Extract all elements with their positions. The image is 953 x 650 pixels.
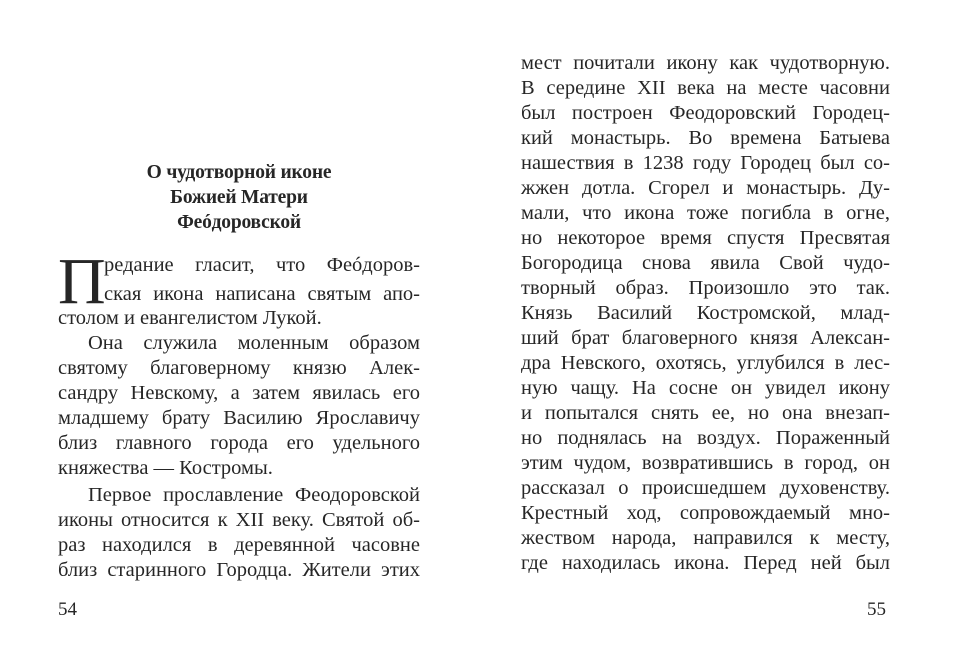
text-line: ший брат благоверного князя Алексан- xyxy=(521,327,890,349)
text-line: кий монастырь. Во времена Батыева xyxy=(521,127,890,149)
text-line: близ главного города его удельного xyxy=(58,432,420,454)
text-line: мали, что икона тоже погибла в огне, xyxy=(521,202,890,224)
text-line: мест почитали икону как чудотворную. xyxy=(521,52,890,74)
text-line: жеством народа, направился к месту, xyxy=(521,527,890,549)
text-line: редание гласит, что Феóдоров- xyxy=(104,254,420,276)
text-line: дра Невского, охотясь, углубился в лес- xyxy=(521,352,890,374)
text-line: Первое прославление Феодоровской xyxy=(88,484,420,506)
text-line: но поднялась на воздух. Пораженный xyxy=(521,427,890,449)
text-line: младшему брату Василию Ярославичу xyxy=(58,407,420,429)
text-line: сандру Невскому, а затем явилась его xyxy=(58,382,420,404)
text-line: и попытался снять ее, но она внезап- xyxy=(521,402,890,424)
text-line: где находилась икона. Перед ней был xyxy=(521,552,890,574)
text-line: ская икона написана святым апо- xyxy=(104,283,420,305)
text-line: столом и евангелистом Лукой. xyxy=(58,307,322,329)
text-line: В середине XII века на месте часовни xyxy=(521,77,890,99)
drop-cap: П xyxy=(58,245,106,318)
right-page xyxy=(521,0,890,650)
page-number: 55 xyxy=(867,599,886,620)
text-line: близ старинного Городца. Жители этих xyxy=(58,559,420,581)
page-number: 54 xyxy=(58,599,77,620)
text-line: творный образ. Произошло это так. xyxy=(521,277,890,299)
text-line: но некоторое время спустя Пресвятая xyxy=(521,227,890,249)
text-line: раз находился в деревянной часовне xyxy=(58,534,420,556)
text-line: иконы относится к XII веку. Святой об- xyxy=(58,509,420,531)
text-line: жжен дотла. Сгорел и монастырь. Ду- xyxy=(521,177,890,199)
text-line: святому благоверному князю Алек- xyxy=(58,357,420,379)
text-line: Крестный ход, сопровождаемый мно- xyxy=(521,502,890,524)
title-line: Божией Матери xyxy=(170,187,308,208)
left-page xyxy=(58,0,420,650)
text-line: нашествия в 1238 году Городец был со- xyxy=(521,152,890,174)
text-line: Богородица снова явила Свой чудо- xyxy=(521,252,890,274)
title-line: Феóдоровской xyxy=(177,212,301,233)
text-line: ную чащу. На сосне он увидел икону xyxy=(521,377,890,399)
title-line: О чудотворной иконе xyxy=(146,162,332,183)
text-line: рассказал о происшедшем духовенству. xyxy=(521,477,890,499)
text-line: княжества — Костромы. xyxy=(58,457,273,479)
text-line: Она служила моленным образом xyxy=(88,332,420,354)
text-line: Князь Василий Костромской, млад- xyxy=(521,302,890,324)
text-line: этим чудом, возвратившись в город, он xyxy=(521,452,890,474)
chapter-title xyxy=(58,160,420,235)
text-line: был построен Феодоровский Городец- xyxy=(521,102,890,124)
